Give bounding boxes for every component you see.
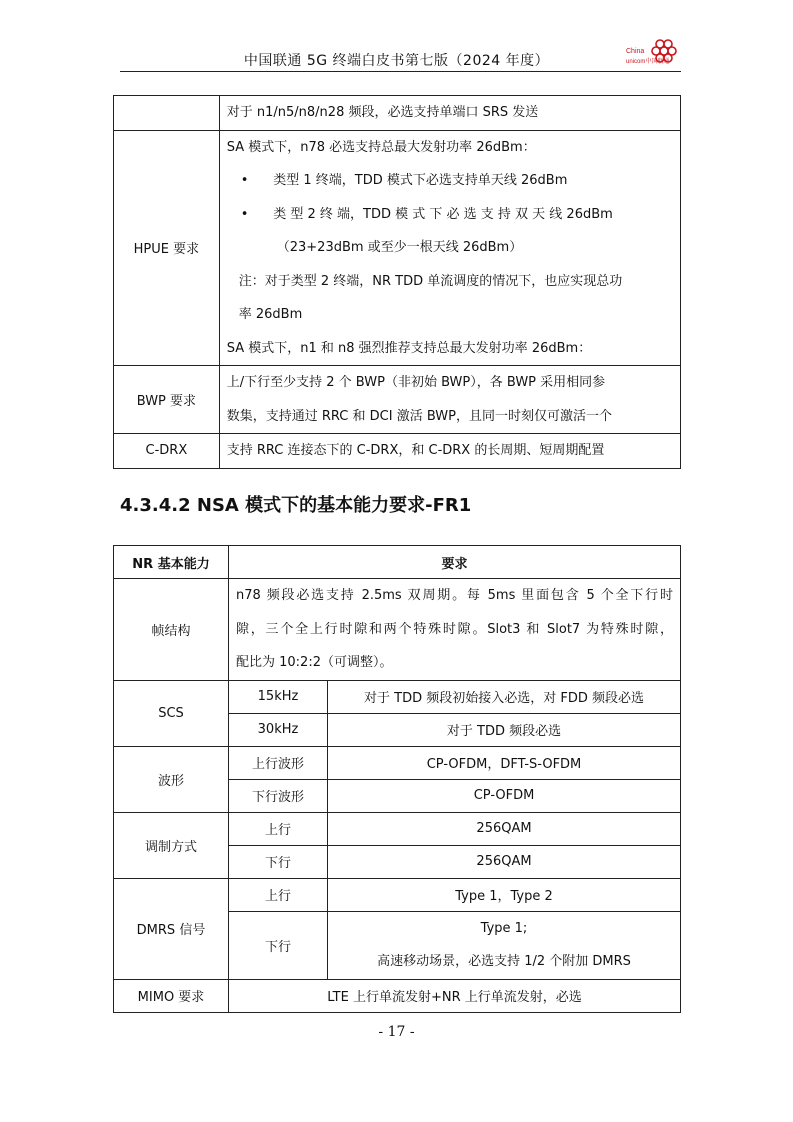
cdrx-text: 支持 RRC 连接态下的 C-DRX，和 C-DRX 的长周期、短周期配置	[226, 443, 605, 458]
logo-text-unicom: unicom中国联通	[626, 59, 670, 65]
unicom-knot-icon	[650, 38, 684, 64]
hpue-note: 率 26dBm	[238, 307, 303, 322]
dmrs-sub: 上行	[229, 878, 328, 911]
modulation-sub: 下行	[229, 845, 328, 878]
cdrx-label: C-DRX	[114, 434, 220, 469]
hpue-line: SA 模式下，n78 必选支持总最大发射功率 26dBm：	[226, 139, 536, 155]
dmrs-value: Type 1;	[480, 921, 528, 936]
header-requirement: 要求	[229, 546, 681, 579]
sa-capability-table-continued	[113, 95, 681, 469]
logo-text-china: China	[626, 48, 645, 55]
frame-line: n78 频段必选支持 2.5ms 双周期。每 5ms 里面包含 5 个全下行时	[236, 588, 673, 603]
waveform-label: 波形	[114, 746, 229, 812]
page-number: - 17 -	[378, 1024, 415, 1040]
dmrs-label: DMRS 信号	[114, 878, 229, 979]
bwp-line: 上/下行至少支持 2 个 BWP（非初始 BWP），各 BWP 采用相同参	[226, 375, 606, 390]
frame-line: 配比为 10:2:2（可调整）。	[236, 655, 393, 670]
modulation-sub: 上行	[229, 812, 328, 845]
modulation-label: 调制方式	[114, 812, 229, 878]
waveform-sub: 上行波形	[229, 746, 328, 779]
modulation-value: 256QAM	[328, 812, 681, 845]
table-row-hpue	[114, 130, 681, 366]
waveform-sub: 下行波形	[229, 779, 328, 812]
scs-label: SCS	[114, 680, 229, 746]
scs-sub: 30kHz	[229, 713, 328, 746]
mimo-label: MIMO 要求	[114, 979, 229, 1012]
header-title: 中国联通 5G 终端白皮书第七版（2024 年度）	[243, 53, 550, 69]
scs-sub: 15kHz	[229, 680, 328, 713]
table-row-bwp	[114, 366, 681, 434]
table-row-cdrx	[114, 434, 681, 469]
bwp-label: BWP 要求	[114, 366, 220, 434]
dmrs-value: 高速移动场景，必选支持 1/2 个附加 DMRS	[377, 954, 631, 969]
waveform-value: CP-OFDM，DFT-S-OFDM	[328, 746, 681, 779]
china-unicom-logo	[622, 38, 684, 72]
table-row-mimo	[114, 979, 681, 1012]
scs-value: 对于 TDD 频段初始接入必选，对 FDD 频段必选	[328, 680, 681, 713]
modulation-value: 256QAM	[328, 845, 681, 878]
table-row-frame	[114, 579, 681, 681]
section-heading: 4.3.4.2 NSA 模式下的基本能力要求-FR1	[120, 495, 472, 516]
table-row-waveform	[114, 746, 681, 779]
table-header-row	[114, 546, 681, 579]
hpue-bullet-1: • 类型 1 终端，TDD 模式下必选支持单天线 26dBm	[240, 173, 568, 188]
hpue-bullet-2: • 类 型 2 终 端，TDD 模 式 下 必 选 支 持 双 天 线 26dBm	[240, 206, 613, 222]
hpue-line: SA 模式下，n1 和 n8 强烈推荐支持总最大发射功率 26dBm：	[226, 340, 592, 356]
header-rule	[120, 71, 681, 72]
hpue-label: HPUE 要求	[114, 130, 220, 366]
table-row	[114, 96, 681, 131]
table-row-dmrs	[114, 878, 681, 911]
dmrs-value: Type 1，Type 2	[328, 878, 681, 911]
srs-requirement-text: 对于 n1/n5/n8/n28 频段，必选支持单端口 SRS 发送	[226, 105, 539, 120]
hpue-bullet-text: 类 型 2 终 端，TDD 模 式 下 必 选 支 持 双 天 线 26dBm	[273, 206, 613, 222]
table-row-scs	[114, 680, 681, 713]
dmrs-sub: 下行	[229, 911, 328, 979]
frame-label: 帧结构	[114, 579, 229, 681]
bwp-line: 数集，支持通过 RRC 和 DCI 激活 BWP，且同一时刻仅可激活一个	[226, 408, 612, 424]
hpue-note: 注：对于类型 2 终端，NR TDD 单流调度的情况下，也应实现总功	[238, 273, 623, 289]
scs-value: 对于 TDD 频段必选	[328, 713, 681, 746]
hpue-line: （23+23dBm 或至少一根天线 26dBm）	[276, 240, 523, 255]
frame-line: 隙，三个全上行时隙和两个特殊时隙。Slot3 和 Slot7 为特殊时隙，	[236, 621, 673, 637]
nsa-capability-table	[113, 545, 681, 1013]
waveform-value: CP-OFDM	[328, 779, 681, 812]
table-row-modulation	[114, 812, 681, 845]
header-capability: NR 基本能力	[114, 546, 229, 579]
mimo-value: LTE 上行单流发射+NR 上行单流发射，必选	[229, 979, 681, 1012]
hpue-bullet-text: 类型 1 终端，TDD 模式下必选支持单天线 26dBm	[273, 173, 568, 188]
